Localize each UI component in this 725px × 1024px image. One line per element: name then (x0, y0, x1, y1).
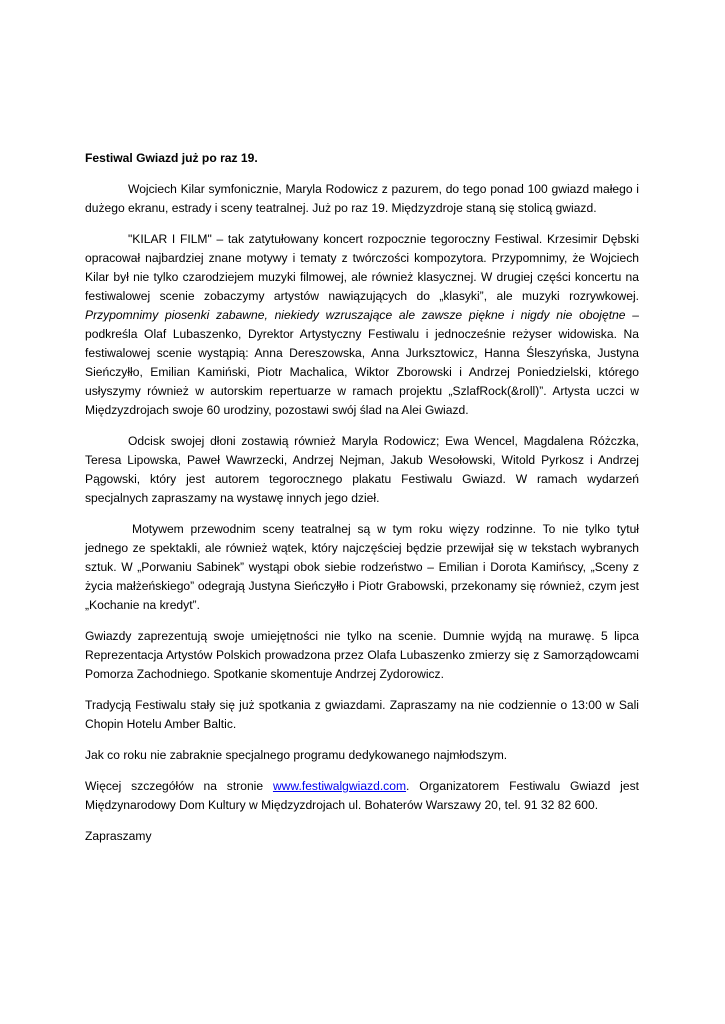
paragraph-details-text-end: . Organizatorem Festiwalu Gwiazd jest Międzynarodowy Dom Kultury w Międzyzdrojach ul. Bohaterów Warszawy 20, tel. 91 32 82 600. (85, 779, 639, 812)
paragraph-details-text-start: Więcej szczegółów na stronie (85, 779, 273, 793)
paragraph-kilar-film-quote: Przypomnimy piosenki zabawne, niekiedy wzruszające ale zawsze piękne i nigdy nie obojętne (85, 308, 626, 322)
closing-line: Zapraszamy (85, 829, 152, 843)
paragraph-kids-program: Jak co roku nie zabraknie specjalnego programu dedykowanego najmłodszym. (85, 748, 508, 762)
paragraph-intro: Wojciech Kilar symfonicznie, Maryla Rodowicz z pazurem, do tego ponad 100 gwiazd małego i dużego ekranu, estrady i sceny teatralnej. Już po raz 19. Międzyzdroje staną się stolicą gwiazd. (85, 182, 639, 215)
document-title: Festiwal Gwiazd już po raz 19. (85, 151, 258, 165)
paragraph-kilar-film-text-start: "KILAR I FILM" – tak zatytułowany koncert rozpocznie tegoroczny Festiwal. Krzesimir Dębski opracował najbardziej znane motywy i tematy z twórczości kompozytora. Przypomnimy, że Wojciech Kilar był nie tylko czarodziejem muzyki filmowej, ale również klasycznej. W drugiej części koncertu na festiwalowej scenie zobaczymy artystów nawiązujących do „klasyki”, ale muzyki rozrywkowej. (85, 232, 639, 303)
paragraph-theatre: Motywem przewodnim sceny teatralnej są w tym roku więzy rodzinne. To nie tylko tytuł jednego ze spektakli, ale również wątek, który najczęściej będzie przewijał się w tekstach wybranych sztuk. W „Porwaniu Sabinek” wystąpi obok siebie rodzeństwo – Emilian i Dorota Kamińscy, „Sceny z życia małżeńskiego” odegrają Justyna Sieńczyłło i Piotr Grabowski, przekonamy się również, czym jest „Kochanie na kredyt”. (85, 522, 639, 612)
paragraph-star-meetings: Tradycją Festiwalu stały się już spotkania z gwiazdami. Zapraszamy na nie codziennie o 13:00 w Sali Chopin Hotelu Amber Baltic. (85, 698, 639, 731)
paragraph-handprints: Odcisk swojej dłoni zostawią również Maryla Rodowicz; Ewa Wencel, Magdalena Różczka, Teresa Lipowska, Paweł Wawrzecki, Andrzej Nejman, Jakub Wesołowski, Witold Pyrkosz i Andrzej Pągowski, który jest autorem tegorocznego plakatu Festiwalu Gwiazd. W ramach wydarzeń specjalnych zapraszamy na wystawę innych jego dzieł. (85, 434, 639, 505)
festival-website-link[interactable]: www.festiwalgwiazd.com (272, 779, 407, 793)
paragraph-details (85, 777, 639, 815)
paragraph-kilar-film (85, 230, 639, 420)
paragraph-kilar-film-text-end: – podkreśla Olaf Lubaszenko, Dyrektor Artystyczny Festiwalu i jednocześnie reżyser widowiska. Na festiwalowej scenie wystąpią: Anna Dereszowska, Anna Jurksztowicz, Hanna Śleszyńska, Justyna Sieńczyłło, Emilian Kamiński, Piotr Machalica, Wiktor Zborowski i Andrzej Poniedzielski, którego usłyszymy również w autorskim repertuarze w ramach projektu „SzlafRock(&roll)”. Artysta uczci w Międzyzdrojach swoje 60 urodziny, pozostawi swój ślad na Alei Gwiazd. (85, 308, 639, 417)
paragraph-football-match: Gwiazdy zaprezentują swoje umiejętności nie tylko na scenie. Dumnie wyjdą na murawę. 5 lipca Reprezentacja Artystów Polskich prowadzona przez Olafa Lubaszenko zmierzy się z Samorządowcami Pomorza Zachodniego. Spotkanie skomentuje Andrzej Zydorowicz. (85, 629, 639, 681)
document-page (85, 149, 639, 858)
